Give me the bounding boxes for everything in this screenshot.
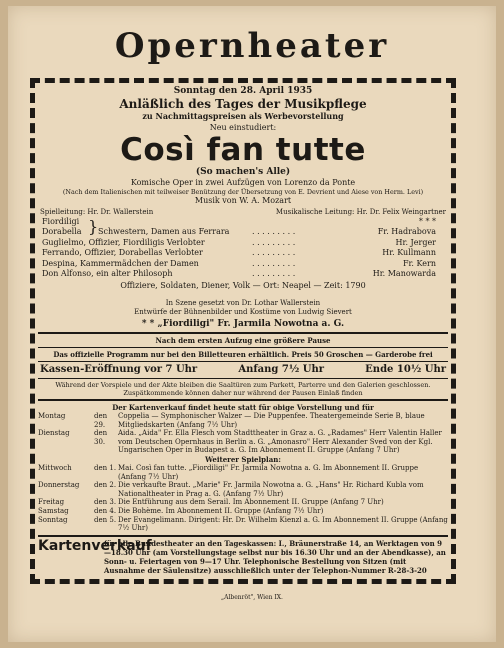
ticket-sales-text: für alle Bundestheater an den Tageskassen: I., Bräunerstraße 14, an Werktagen von 9—18.30 Uhr (am Vorstellungstage selbst nur bis 16.30 Uhr und an der Abendkasse), an Sonn- u. Feiertagen von 9—17 Uhr. Telephonische Bestellung von Sitzen (mit Ausnahme der Säulensitze) ausschließlich unter der Telephon-Nummer R-28-3-20 xyxy=(104,538,446,575)
opera-subtitle: (So machen's Alle) xyxy=(195,167,291,177)
latecomer-note: Während der Vorspiele und der Akte bleiben die Saaltüren zum Parkett, Parterre und den Galerien geschlossen. Zuspätkommende können daher nur während der Pausen Einlaß finden xyxy=(55,381,431,397)
guest-singer: * * „Fiordiligi" Fr. Jarmila Nowotna a. G. xyxy=(141,319,345,329)
opera-genre: Komische Oper in zwei Aufzügen von Lorenzo da Ponte xyxy=(130,178,356,187)
cast-row: Fiordiligi * * * xyxy=(42,217,436,226)
box-office-opening: Kassen-Eröffnung vor 7 Uhr xyxy=(40,364,198,375)
end-time: Ende 10½ Uhr xyxy=(365,364,446,375)
ticket-sales-label: Kartenverkauf xyxy=(38,537,152,554)
poster-title: Opernheater xyxy=(114,26,390,66)
poster-content xyxy=(38,86,448,576)
schedule-row: Donnerstag den 2. Die verkaufte Braut. „Marie" Fr. Jarmila Nowotna a. G. „Hans" Hr. Richard Kubla vom Nationaltheater in Prag a. G. (Anfang 7½ Uhr) xyxy=(38,481,424,498)
revival-note: Neu einstudiert: xyxy=(209,123,277,132)
cast-row: Dorabella } Schwestern, Damen aus Ferrara . . . . . . . . . Fr. Hadrabova xyxy=(42,217,436,236)
start-time: Anfang 7½ Uhr xyxy=(238,364,325,375)
pause-note: Nach dem ersten Aufzug eine größere Pause xyxy=(155,336,331,345)
schedule-row: Montag den 29. Coppelia — Symphonischer Walzer — Die Puppenfee. Theatergemeinde Serie B, blaue Mitgliedskarten (Anfang 7½ Uhr) xyxy=(38,412,425,429)
program-note: Das offizielle Programm nur bei den Billetteuren erhältlich. Preis 50 Groschen — Garderobe frei xyxy=(53,350,433,359)
occasion-line: Anläßlich des Tages der Musikpflege xyxy=(119,97,367,111)
occasion-subline: zu Nachmittagspreisen als Werbevorstellung xyxy=(142,111,344,121)
schedule-row: Sonntag den 5. Der Evangelimann. Dirigent: Hr. Dr. Wilhelm Kienzl a. G. Im Abonnement II. Gruppe (Anfang 7½ Uhr) xyxy=(38,515,448,533)
music-director: Musikalische Leitung: Hr. Dr. Felix Weingartner xyxy=(275,208,446,216)
brace-glyph: } xyxy=(88,217,99,236)
weekly-schedule-heading: Weiterer Spielplan: xyxy=(205,454,281,464)
design-credit: Entwürfe der Bühnenbilder und Kostüme von Ludwig Sievert xyxy=(134,308,352,316)
ticket-sales-block xyxy=(38,539,448,575)
schedule-row: Dienstag den 30. Aida. „Aida" Fr. Ella Flesch vom Stadttheater in Graz a. G. „Radames" Herr Valentin Haller vom Deutschen Opernhaus in Berlin a. G. „Amonasro" Herr Alexander Sved von der Kgl. Ungarischen Oper in Budapest a. G. Im Abonnement II. Gruppe (Anfang 7 Uhr) xyxy=(38,429,442,455)
advance-sale-heading: Der Kartenverkauf findet heute statt für obige Vorstellung und für xyxy=(112,403,374,412)
extras-line: Offiziere, Soldaten, Diener, Volk — Ort: Neapel — Zeit: 1790 xyxy=(120,281,366,290)
opera-title: Così fan tutte xyxy=(120,132,366,168)
cast-row: Ferrando, Offizier, Dorabellas Verlobter . . . . . . . . . Hr. Kullmann xyxy=(42,248,436,257)
composer-line: Musik von W. A. Mozart xyxy=(194,196,292,205)
performance-date: Sonntag den 28. April 1935 xyxy=(173,86,313,96)
cast-row: Despina, Kammermädchen der Damen . . . . . . . . . Fr. Kern xyxy=(42,258,436,268)
cast-list xyxy=(38,217,448,299)
staging-credit: In Szene gesetzt von Dr. Lothar Wallerstein xyxy=(165,299,321,307)
advance-schedule xyxy=(38,412,448,455)
printer-credit: „Albenröt", Wien IX. xyxy=(221,594,283,601)
weekly-schedule xyxy=(38,464,448,533)
cast-row: Don Alfonso, ein alter Philosoph . . . . . . . . . Hr. Manowarda xyxy=(42,269,436,278)
cast-row: Guglielmo, Offizier, Fiordiligis Verlobter . . . . . . . . . Hr. Jerger xyxy=(42,237,436,247)
translation-note: (Nach dem Italienischen mit teilweiser Benützung der Übersetzung von E. Devrient und Aiese von Herm. Levi) xyxy=(62,188,424,196)
schedule-row: Samstag den 4. Die Bohème. Im Abonnement II. Gruppe (Anfang 7½ Uhr) xyxy=(38,506,324,515)
schedule-row: Mittwoch den 1. Mai. Così fan tutte. „Fiordiligi" Fr. Jarmila Nowotna a. G. Im Abonnement II. Gruppe (Anfang 7½ Uhr) xyxy=(38,463,419,481)
schedule-row: Freitag den 3. Die Entführung aus dem Serail. Im Abonnement II. Gruppe (Anfang 7 Uhr) xyxy=(38,498,384,507)
stage-director: Spielleitung: Hr. Dr. Wallerstein xyxy=(40,208,154,216)
